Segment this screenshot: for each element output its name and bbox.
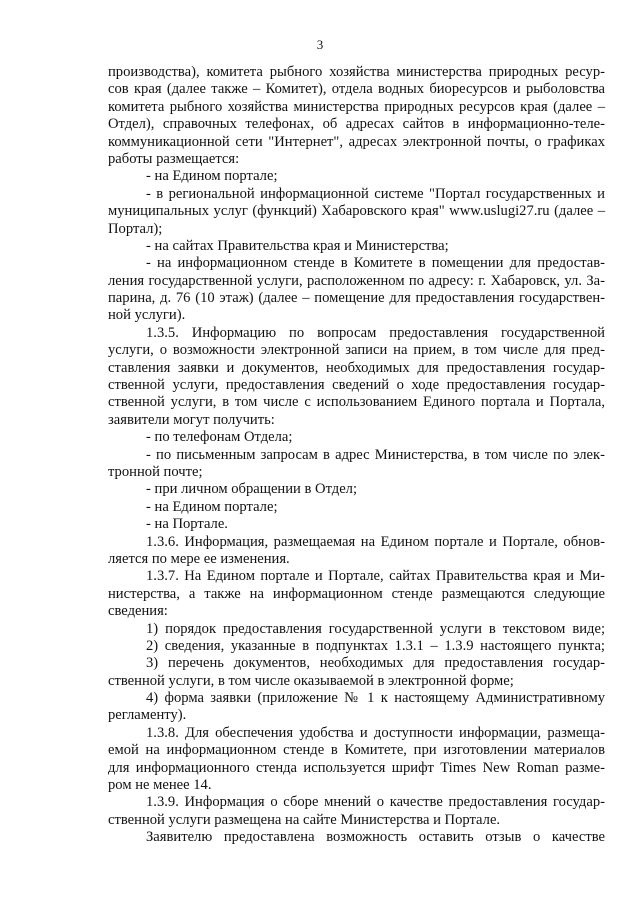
text-line: - на информационном стенде в Комитете в помещении для предостав- (146, 255, 605, 272)
text-line: работы размещается: (108, 150, 240, 167)
text-line: 1) порядок предоставления государственной услуги в текстовом виде; (146, 620, 605, 637)
text-line: Заявителю предоставлена возможность оставить отзыв о качестве (146, 829, 605, 846)
text-line: емой на информационном стенде в Комитете, при изготовлении материалов (108, 742, 605, 759)
text-line: 4) форма заявки (приложение № 1 к настоящему Административному (146, 690, 605, 707)
document-body (108, 64, 605, 847)
text-line: - на Портале. (146, 516, 228, 533)
text-line: ственной услуги, в том числе оказываемой в электронной форме; (108, 672, 514, 689)
text-line: ставления заявки и документов, необходимых для предоставления государ- (108, 359, 605, 376)
text-line: сведения: (108, 603, 168, 620)
text-line: ственной услуги, в том числе с использованием Единого портала и Портала, (108, 394, 605, 411)
text-line: 2) сведения, указанные в подпунктах 1.3.1 – 1.3.9 настоящего пункта; (146, 637, 605, 654)
text-line: коммуникационной сети "Интернет", адресах электронной почты, о графиках (108, 133, 605, 150)
text-line: регламенту). (108, 707, 187, 724)
text-line: 1.3.9. Информация о сборе мнений о качестве предоставления государ- (146, 794, 605, 811)
text-line: комитета рыбного хозяйства министерства природных ресурсов края (далее – (108, 98, 605, 115)
text-line: - на Едином портале; (146, 498, 278, 515)
text-line: парина, д. 76 (10 этаж) (далее – помещение для предоставления государствен- (108, 290, 605, 307)
text-line: сов края (далее также – Комитет), отдела водных биоресурсов и рыболовства (108, 81, 605, 98)
text-line: - при личном обращении в Отдел; (146, 481, 358, 498)
text-line: нистерства, а также на информационном стенде размещаются следующие (108, 585, 605, 602)
page-number: 3 (316, 37, 324, 52)
text-line: услуги, о возможности электронной записи на прием, в том числе для пред- (108, 342, 605, 359)
text-line: ной услуги). (108, 307, 186, 324)
text-line: 1.3.5. Информацию по вопросам предоставления государственной (146, 324, 605, 341)
text-line: - по телефонам Отдела; (146, 429, 293, 446)
text-line: для информационного стенда используется шрифт Times New Roman разме- (108, 759, 605, 776)
text-line: Отдел), справочных телефонах, об адресах сайтов в информационно-теле- (108, 116, 605, 133)
text-line: ственной услуги, предоставления сведений о ходе предоставления государ- (108, 377, 605, 394)
text-line: Портал); (108, 220, 163, 237)
text-line: - на Едином портале; (146, 168, 278, 185)
text-line: ления государственной услуги, расположенном по адресу: г. Хабаровск, ул. За- (108, 272, 605, 289)
text-line: заявители могут получить: (108, 411, 275, 428)
text-line: - в региональной информационной системе "Портал государственных и (146, 185, 605, 202)
text-line: тронной почте; (108, 463, 203, 480)
text-line: ственной услуги размещена на сайте Министерства и Портале. (108, 811, 501, 828)
text-line: - на сайтах Правительства края и Министерства; (146, 237, 449, 254)
text-line: ляется по мере ее изменения. (108, 550, 290, 567)
text-line: 3) перечень документов, необходимых для предоставления государ- (146, 655, 605, 672)
text-line: производства), комитета рыбного хозяйства министерства природных ресур- (108, 64, 605, 80)
text-line: ром не менее 14. (108, 777, 212, 794)
text-line: - по письменным запросам в адрес Министерства, в том числе по элек- (146, 446, 605, 463)
text-line: муниципальных услуг (функций) Хабаровского края" www.uslugi27.ru (далее – (108, 203, 605, 220)
text-line: 1.3.8. Для обеспечения удобства и доступности информации, размеща- (146, 724, 605, 741)
text-line: 1.3.6. Информация, размещаемая на Едином портале и Портале, обнов- (146, 533, 605, 550)
text-line: 1.3.7. На Едином портале и Портале, сайтах Правительства края и Ми- (146, 568, 605, 585)
